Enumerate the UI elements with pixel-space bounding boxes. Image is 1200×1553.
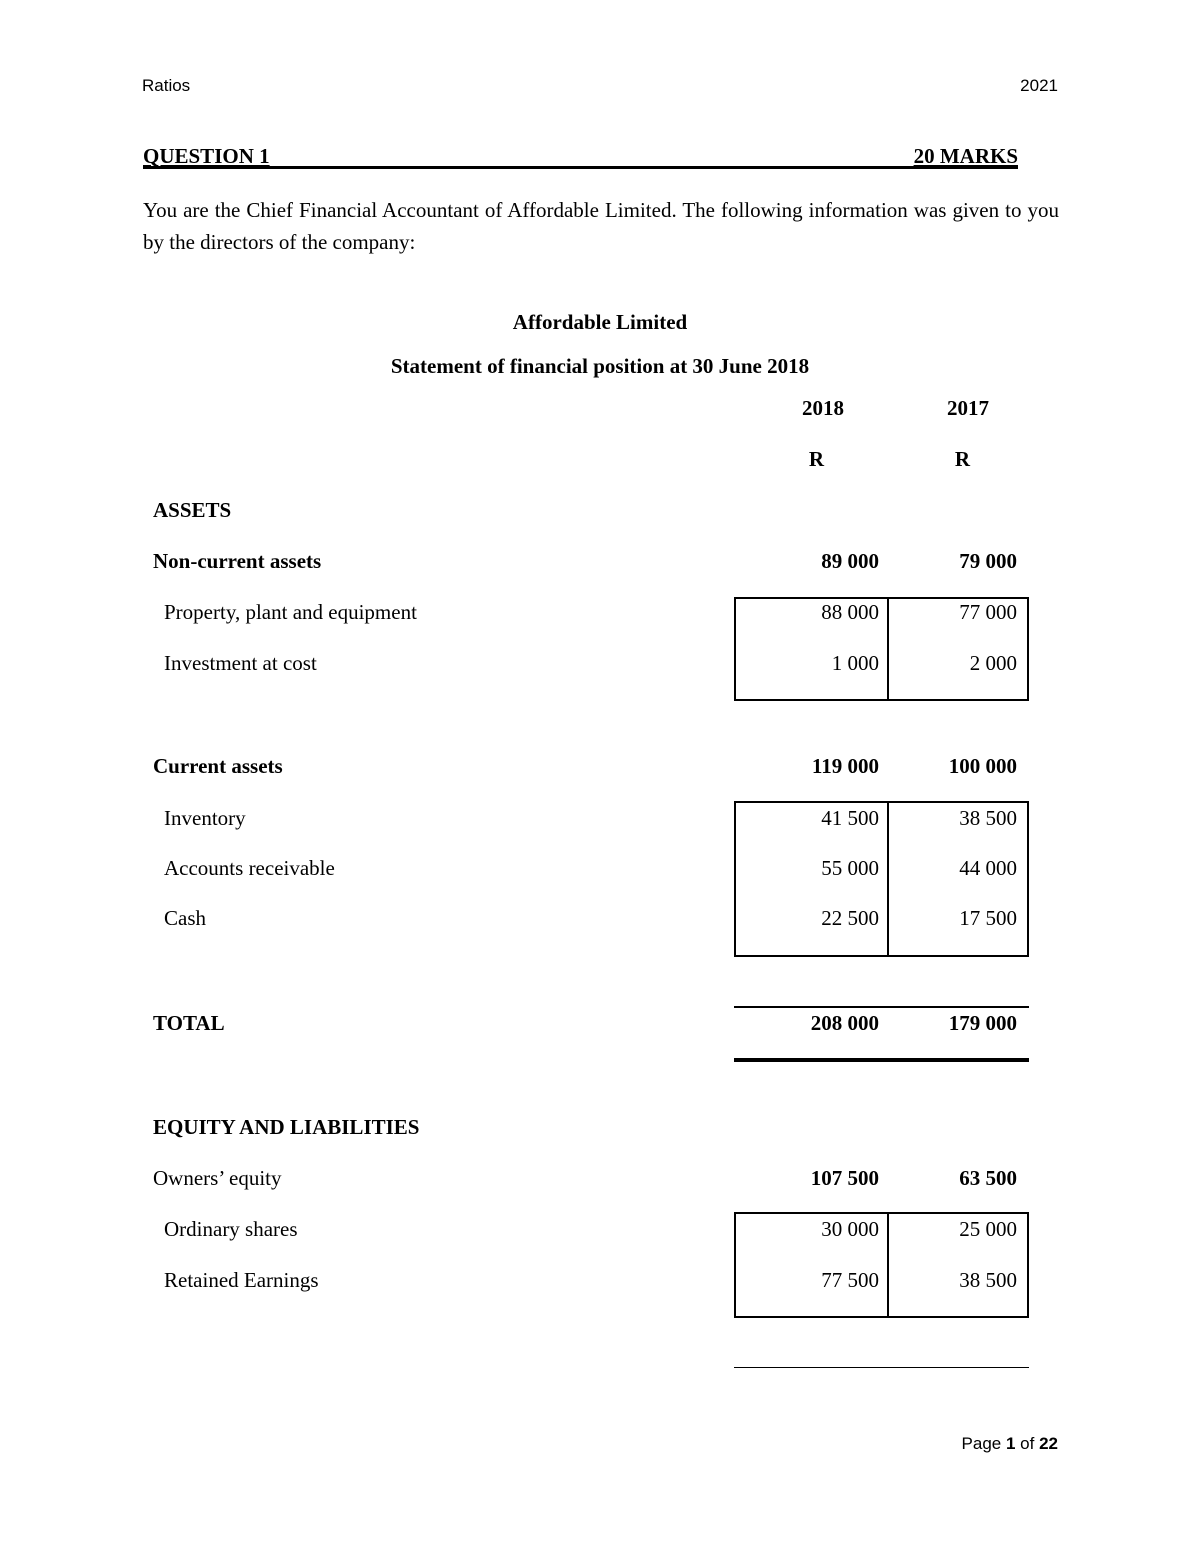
header-right: 2021	[1020, 76, 1058, 95]
value-2017: 100 000	[948, 754, 1017, 778]
value-2018: 30 000	[821, 1217, 879, 1241]
page-number	[962, 1434, 1058, 1454]
row-label: Owners’ equity	[153, 1166, 282, 1190]
ppe-row	[0, 600, 1200, 630]
value-2018: 1 000	[831, 651, 879, 675]
currency-2018: R	[808, 447, 824, 471]
equity-liabilities-label: EQUITY AND LIABILITIES	[153, 1115, 420, 1139]
question-marks: 20 MARKS	[913, 144, 1018, 168]
assets-heading-label: ASSETS	[153, 498, 232, 522]
currency-header-row	[0, 447, 1200, 477]
year-2018: 2018	[802, 396, 844, 420]
statement-title: Statement of financial position at 30 June 2018	[390, 354, 810, 378]
total-double-rule	[734, 1058, 1029, 1062]
investment-row	[0, 651, 1200, 681]
row-label: Investment at cost	[164, 651, 317, 675]
total-row	[0, 1011, 1200, 1041]
value-2017: 77 000	[959, 600, 1017, 624]
value-2018: 89 000	[821, 549, 879, 573]
value-2017: 25 000	[959, 1217, 1017, 1241]
value-2017: 17 500	[959, 906, 1017, 930]
value-2018: 55 000	[821, 856, 879, 880]
value-2018: 208 000	[810, 1011, 879, 1035]
row-label: Non-current assets	[153, 549, 322, 573]
year-2017: 2017	[947, 396, 989, 420]
question-heading	[143, 144, 1018, 169]
page-prefix: Page	[961, 1434, 1006, 1453]
value-2018: 88 000	[821, 600, 879, 624]
year-header-row	[0, 396, 1200, 426]
row-label: Ordinary shares	[164, 1217, 298, 1241]
value-2017: 79 000	[959, 549, 1017, 573]
row-label: Cash	[164, 906, 206, 930]
value-2018: 22 500	[821, 906, 879, 930]
total-pages: 22	[1039, 1434, 1058, 1453]
row-label: Accounts receivable	[164, 856, 335, 880]
assets-heading	[0, 498, 1200, 528]
receivables-row	[0, 856, 1200, 886]
bottom-rule	[734, 1367, 1029, 1368]
row-label: Inventory	[164, 806, 246, 830]
cash-row	[0, 906, 1200, 936]
value-2017: 179 000	[948, 1011, 1017, 1035]
equity-liabilities-heading	[0, 1115, 1200, 1145]
value-2017: 38 500	[959, 1268, 1017, 1292]
row-label: Property, plant and equipment	[164, 600, 417, 624]
question-title: QUESTION 1	[143, 144, 270, 168]
value-2017: 2 000	[969, 651, 1017, 675]
inventory-row	[0, 806, 1200, 836]
value-2018: 41 500	[821, 806, 879, 830]
value-2018: 77 500	[821, 1268, 879, 1292]
page-of: of	[1015, 1434, 1040, 1453]
intro-paragraph: You are the Chief Financial Accountant of Affordable Limited. The following information was given to you by the directors of the company:	[143, 198, 1059, 254]
value-2017: 44 000	[959, 856, 1017, 880]
current-assets-row	[0, 754, 1200, 784]
value-2017: 63 500	[959, 1166, 1017, 1190]
value-2018: 107 500	[810, 1166, 879, 1190]
value-2017: 38 500	[959, 806, 1017, 830]
current-page: 1	[1005, 1434, 1016, 1453]
owners-equity-row	[0, 1166, 1200, 1196]
total-top-rule	[734, 1006, 1029, 1008]
retained-earnings-row	[0, 1268, 1200, 1298]
non-current-assets-row	[0, 549, 1200, 579]
header-left: Ratios	[142, 76, 191, 95]
row-label: Current assets	[153, 754, 283, 778]
value-2018: 119 000	[811, 754, 879, 778]
row-label: Retained Earnings	[164, 1268, 319, 1292]
company-name: Affordable Limited	[512, 310, 688, 334]
row-label: TOTAL	[153, 1011, 225, 1035]
currency-2017: R	[954, 447, 970, 471]
ordinary-shares-row	[0, 1217, 1200, 1247]
